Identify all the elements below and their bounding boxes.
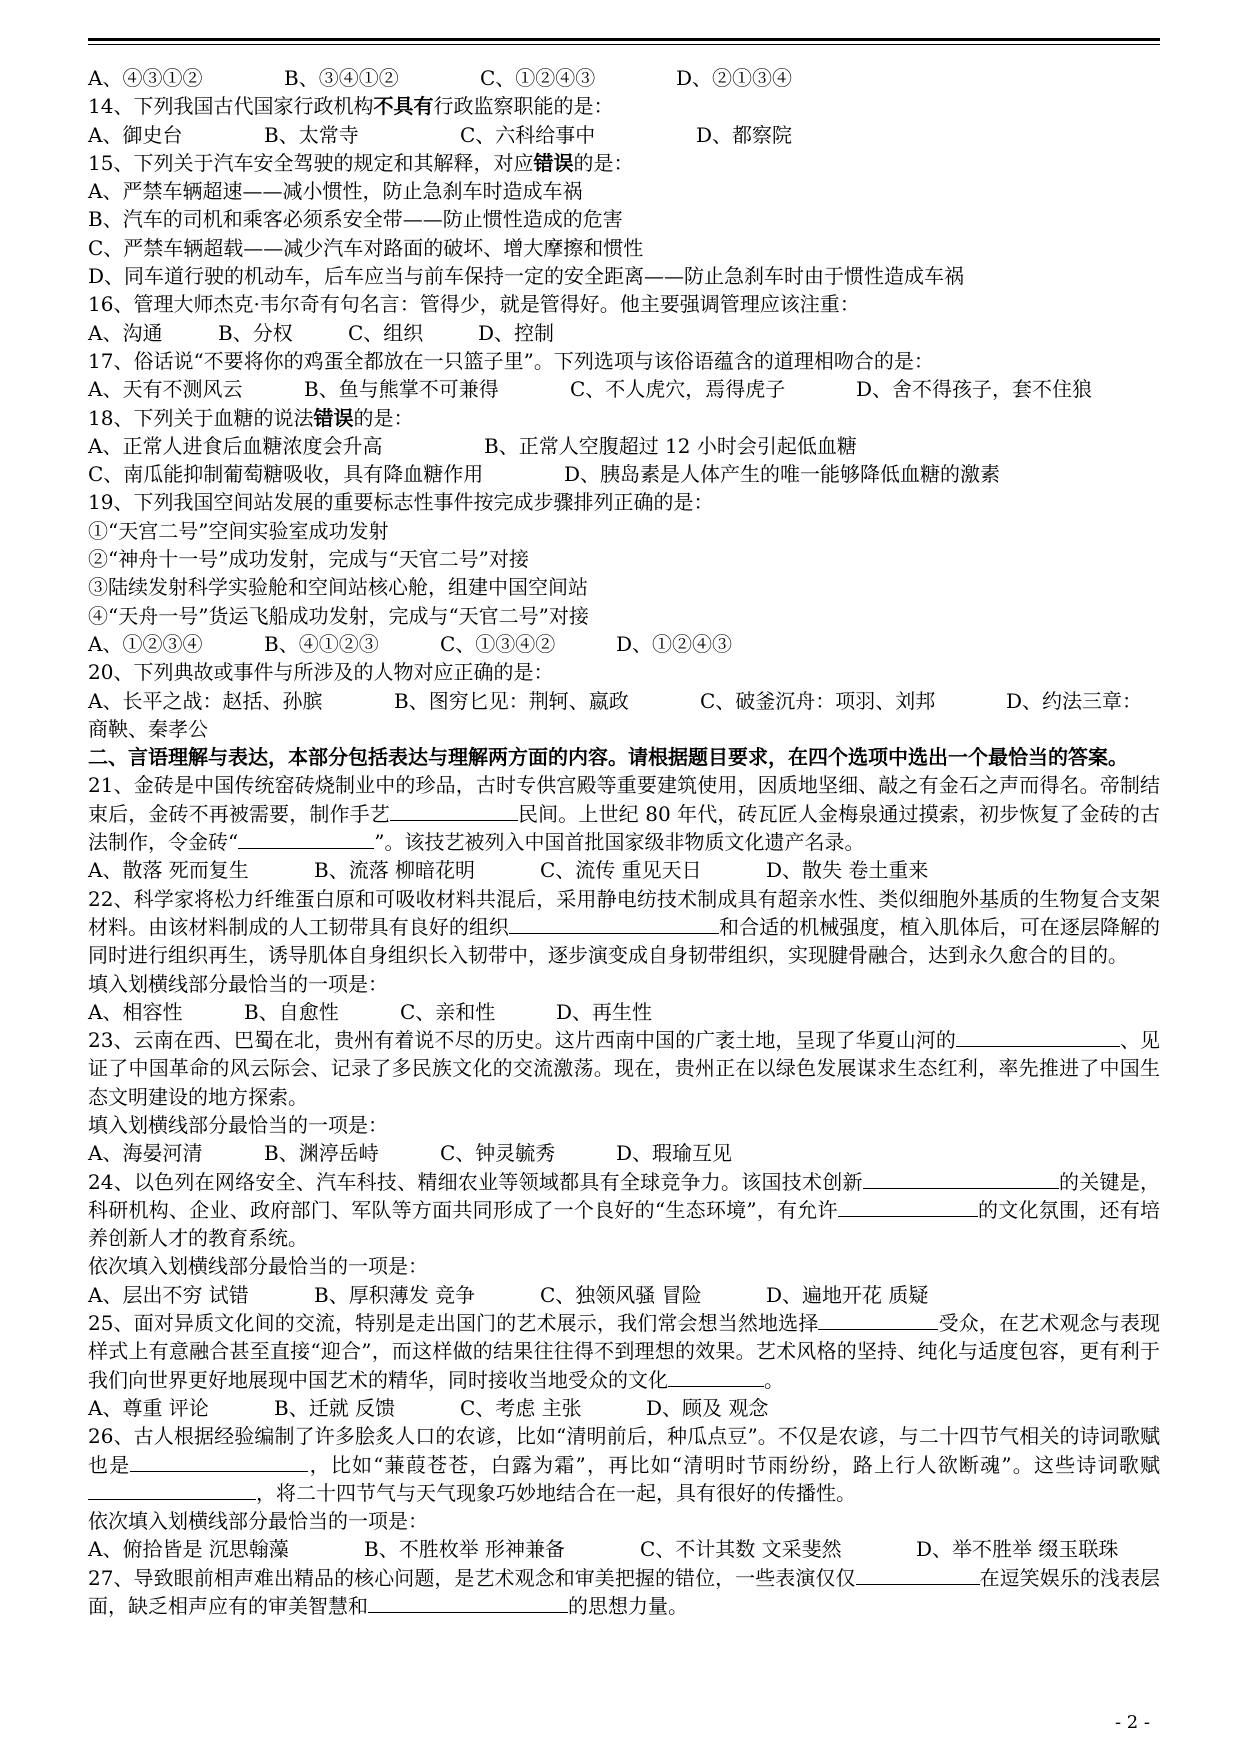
question-17: 17、俗话说“不要将你的鸡蛋全都放在一只篮子里”。下列选项与该俗语蕴含的道理相吻合的是： — [88, 348, 934, 373]
q19-item-3: ③陆续发射科学实验舱和空间站核心舱，组建中国空间站 — [88, 575, 588, 600]
q25-options — [88, 1394, 1160, 1422]
q26-instruction: 依次填入划横线部分最恰当的一项是： — [88, 1509, 428, 1534]
q23-instruction: 填入划横线部分最恰当的一项是： — [88, 1112, 388, 1137]
option-c: C、破釜沉舟：项羽、刘邦 — [700, 688, 936, 713]
option-c: C、六科给事中 — [460, 122, 596, 147]
option-a: A、海晏河清 — [88, 1141, 203, 1166]
emphasis: 错误 — [313, 405, 354, 430]
option-d: D、都察院 — [696, 122, 793, 147]
option-a: A、①②③④ — [88, 631, 203, 656]
question-18: 18、下列关于血糖的说法错误的是： — [88, 405, 414, 430]
q22-options — [88, 998, 1160, 1026]
question-14: 14、下列我国古代国家行政机构不具有行政监察职能的是： — [88, 94, 614, 119]
section-2-heading: 二、言语理解与表达，本部分包括表达与理解两方面的内容。请根据题目要求，在四个选项中选出一个最恰当的答案。 — [88, 745, 1128, 770]
question-20: 20、下列典故或事件与所涉及的人物对应正确的是： — [88, 660, 554, 685]
option-b: B、太常寺 — [264, 122, 359, 147]
header-rule-thin — [88, 44, 1160, 45]
answer-blank — [509, 913, 719, 934]
option-a: A、散落 死而复生 — [88, 858, 249, 883]
option-d: D、遍地开花 质疑 — [766, 1282, 929, 1307]
option-d: D、瑕瑜互见 — [616, 1141, 733, 1166]
page-number: - 2 - — [1114, 1712, 1150, 1733]
question-21: 21、金砖是中国传统窑砖烧制业中的珍品，古时专供宫殿等重要建筑使用，因质地坚细、敲之有金石之声而得名。帝制结束后，金砖不再被需要，制作手艺 民间。上世纪 80 年代，砖瓦匠人金梅泉通过摸索，初步恢复了金砖的古法制作，令金砖“ ”。该技艺被列入中国首批国家级非物质文化遗产名录。 — [88, 773, 1161, 855]
answer-blank — [390, 800, 518, 821]
option-d: D、再生性 — [556, 999, 653, 1024]
option-c: C、①②④③ — [480, 66, 596, 90]
q26-options — [88, 1535, 1160, 1563]
option-c: C、钟灵毓秀 — [440, 1141, 556, 1166]
option-c: C、考虑 主张 — [460, 1395, 582, 1420]
q15-option-d: D、同车道行驶的机动车，后车应当与前车保持一定的安全距离——防止急刹车时由于惯性造成车祸 — [88, 264, 965, 289]
q19-item-2: ②“神舟十一号”成功发射，完成与“天官二号”对接 — [88, 547, 529, 572]
option-a: A、御史台 — [88, 122, 183, 147]
q21-options — [88, 856, 1160, 884]
answer-blank — [88, 1479, 256, 1500]
q24-instruction: 依次填入划横线部分最恰当的一项是： — [88, 1254, 428, 1279]
option-b: B、鱼与熊掌不可兼得 — [304, 377, 499, 402]
option-a: A、④③①② — [88, 66, 203, 90]
q20-options — [88, 687, 1160, 715]
answer-blank — [856, 1564, 980, 1585]
option-d: D、举不胜举 缀玉联珠 — [916, 1537, 1119, 1562]
option-d: D、约法三章： — [1006, 688, 1143, 713]
option-a: A、相容性 — [88, 999, 183, 1024]
option-c: C、不人虎穴，焉得虎子 — [570, 377, 786, 402]
question-15: 15、下列关于汽车安全驾驶的规定和其解释，对应错误的是： — [88, 150, 634, 175]
option-c: C、独领风骚 冒险 — [540, 1282, 702, 1307]
option-b: B、迁就 反馈 — [274, 1395, 396, 1420]
option-d: D、②①③④ — [676, 66, 793, 90]
q19-options — [88, 630, 1160, 658]
option-a: A、天有不测风云 — [88, 377, 243, 402]
option-a: A、尊重 评论 — [88, 1395, 209, 1420]
q23-options — [88, 1139, 1160, 1167]
q15-option-a: A、严禁车辆超速——减小惯性，防止急刹车时造成车祸 — [88, 179, 583, 204]
option-b: B、④①②③ — [264, 631, 379, 656]
option-b: B、自愈性 — [244, 999, 339, 1024]
option-d: D、散失 卷土重来 — [766, 858, 929, 883]
option-b: B、不胜枚举 形神兼备 — [364, 1537, 566, 1562]
q19-item-1: ①“天宫二号”空间实验室成功发射 — [88, 518, 389, 543]
option-a: A、长平之战：赵括、孙膑 — [88, 688, 323, 713]
option-c: C、南瓜能抑制葡萄糖吸收，具有降血糖作用 — [88, 462, 484, 487]
q18-options-row2 — [88, 460, 1160, 488]
q13-options — [88, 64, 1160, 92]
q16-options — [88, 319, 1160, 347]
q20-option-d-cont: 商鞅、秦孝公 — [88, 716, 208, 741]
answer-blank — [863, 1168, 1059, 1189]
q18-options-row1 — [88, 432, 1160, 460]
option-b: B、渊渟岳峙 — [264, 1141, 379, 1166]
answer-blank — [838, 1196, 978, 1217]
header-rule-thick — [88, 38, 1160, 41]
q22-instruction: 填入划横线部分最恰当的一项是： — [88, 971, 388, 996]
q24-options — [88, 1281, 1160, 1309]
option-a: A、沟通 — [88, 320, 163, 345]
q15-option-b: B、汽车的司机和乘客必须系安全带——防止惯性造成的危害 — [88, 207, 623, 232]
option-b: B、图穷匕见：荆轲、嬴政 — [394, 688, 629, 713]
answer-blank — [368, 1592, 568, 1613]
option-c: C、不计其数 文采斐然 — [640, 1537, 842, 1562]
option-d: D、顾及 观念 — [646, 1395, 769, 1420]
question-27: 27、导致眼前相声难出精品的核心问题，是艺术观念和审美把握的错位，一些表演仅仅 在逗笑娱乐的浅表层面，缺乏相声应有的审美智慧和 的思想力量。 — [88, 1565, 1161, 1619]
answer-blank — [668, 1366, 764, 1387]
emphasis: 错误 — [533, 150, 574, 175]
option-a: A、俯拾皆是 沉思翰藻 — [88, 1537, 289, 1562]
option-a: A、正常人进食后血糖浓度会升高 — [88, 433, 383, 458]
answer-blank — [818, 1309, 938, 1330]
option-b: B、③④①② — [284, 66, 399, 90]
option-d: D、舍不得孩子，套不住狼 — [856, 377, 1093, 402]
answer-blank — [956, 1026, 1120, 1047]
question-16: 16、管理大师杰克·韦尔奇有句名言：管得少，就是管得好。他主要强调管理应该注重： — [88, 292, 860, 317]
question-25: 25、面对异质文化间的交流，特别是走出国门的艺术展示，我们常会想当然地选择 受众，在艺术观念与表现样式上有意融合甚至直接“迎合”，而这样做的结果往往得不到理想的效果。艺术风格的坚持、纯化与适度包容，更有利于我们向世界更好地展现中国艺术的精华，同时接收当地受众的文化 。 — [88, 1311, 1161, 1392]
option-d: D、胰岛素是人体产生的唯一能够降低血糖的激素 — [564, 462, 1001, 487]
answer-blank — [130, 1451, 308, 1472]
option-b: B、厚积薄发 竞争 — [314, 1282, 476, 1307]
option-b: B、流落 柳暗花明 — [314, 858, 476, 883]
question-23: 23、云南在西、巴蜀在北，贵州有着说不尽的历史。这片西南中国的广袤土地，呈现了华夏山河的 、见证了中国革命的风云际会、记录了多民族文化的交流激荡。现在，贵州正在以绿色发展谋求生态红利，率先推进了中国生态文明建设的地方探索。 — [88, 1028, 1161, 1109]
option-b: B、分权 — [218, 320, 293, 345]
option-c: C、亲和性 — [400, 999, 496, 1024]
emphasis: 不具有 — [373, 94, 434, 119]
option-c: C、①③④② — [440, 631, 556, 656]
option-d: D、控制 — [478, 320, 555, 345]
question-22: 22、科学家将松力纤维蛋白原和可吸收材料共混后，采用静电纺技术制成具有超亲水性、类似细胞外基质的生物复合支架材料。由该材料制成的人工韧带具有良好的组织 和合适的机械强度，植入肌体后，可在逐层降解的同时进行组织再生，诱导肌体自身组织长入韧带中，逐步演变成自身韧带组织，实现腱骨融合，达到永久愈合的目的。 — [88, 886, 1161, 968]
question-19: 19、下列我国空间站发展的重要标志性事件按完成步骤排列正确的是： — [88, 490, 714, 515]
q17-options — [88, 375, 1160, 403]
question-24: 24、以色列在网络安全、汽车科技、精细农业等领域都具有全球竞争力。该国技术创新 的关键是，科研机构、企业、政府部门、军队等方面共同形成了一个良好的“生态环境”，有允许 的文化氛围，还有培养创新人才的教育系统。 — [88, 1169, 1161, 1251]
option-c: C、流传 重见天日 — [540, 858, 702, 883]
exam-content — [88, 64, 1160, 1620]
question-26: 26、古人根据经验编制了许多脍炙人口的农谚，比如“清明前后，种瓜点豆”。不仅是农谚，与二十四节气相关的诗词歌赋也是 ，比如“蒹葭苍苍，白露为霜”，再比如“清明时节雨纷纷，路上行人欲断魂”。这些诗词歌赋，将二十四节气与天气现象巧妙地结合在一起，具有很好的传播性。 — [88, 1424, 1161, 1505]
option-d: D、①②④③ — [616, 631, 733, 656]
q19-item-4: ④“天舟一号”货运飞船成功发射，完成与“天官二号”对接 — [88, 603, 589, 628]
option-b: B、正常人空腹超过 12 小时会引起低血糖 — [484, 433, 857, 458]
answer-blank — [238, 828, 374, 849]
q15-option-c: C、严禁车辆超载——减少汽车对路面的破坏、增大摩擦和惯性 — [88, 235, 644, 260]
option-a: A、层出不穷 试错 — [88, 1282, 249, 1307]
option-c: C、组织 — [348, 320, 424, 345]
q14-options — [88, 121, 1160, 149]
